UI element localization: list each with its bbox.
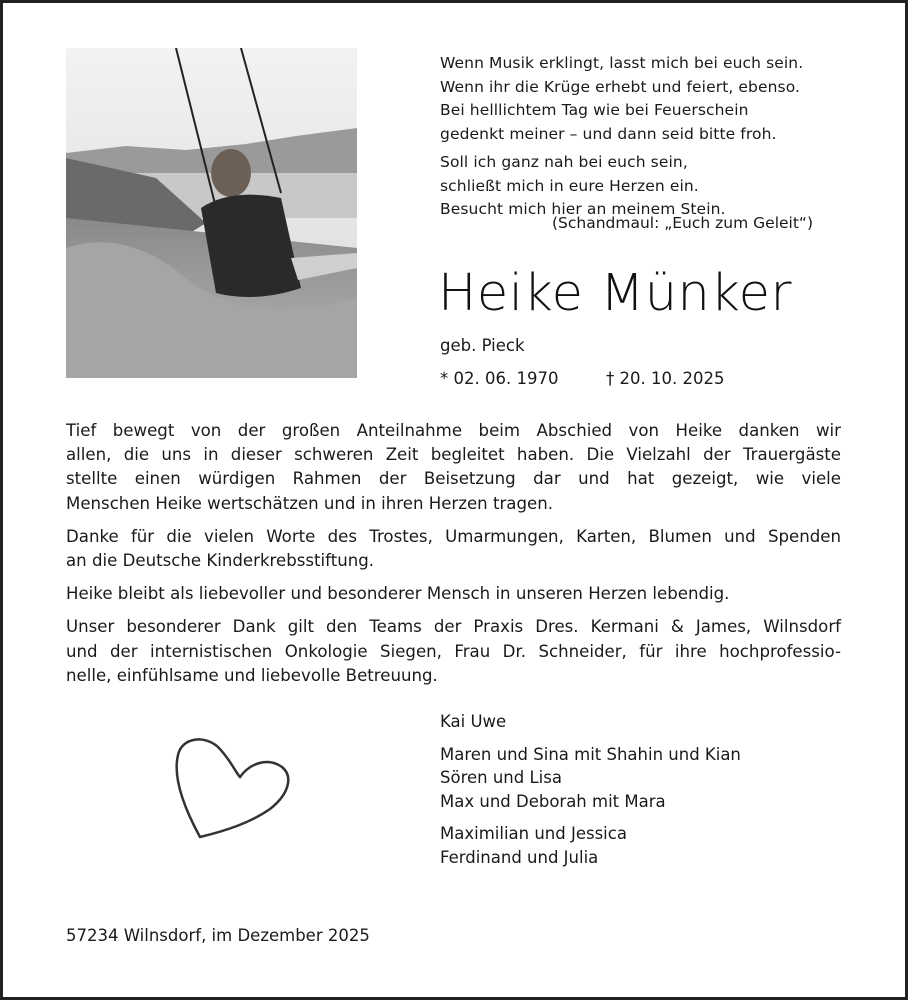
- text-line: und der internistischen Onkologie Siegen, Frau Dr. Schneider, für ihre hochprofessio-: [66, 641, 841, 661]
- signer-group: [440, 710, 741, 734]
- text-line: allen, die uns in dieser schweren Zeit begleitet haben. Die Vielzahl der Trauergäste: [66, 445, 841, 465]
- signer: Sören und Lisa: [440, 768, 562, 787]
- signers: [440, 710, 741, 878]
- thanks-text: [66, 419, 841, 697]
- poem-line: Wenn Musik erklingt, lasst mich bei euch sein.: [440, 54, 804, 72]
- deceased-name: Heike Münker: [438, 264, 792, 323]
- paragraph: [66, 582, 841, 606]
- poem-line: Bei helllichtem Tag wie bei Feuerschein: [440, 101, 749, 119]
- poem: [440, 52, 803, 227]
- text-line: stellte einen würdigen Rahmen der Beisetzung dar und hat gezeigt, wie viele: [66, 469, 841, 489]
- signer: Kai Uwe: [440, 712, 507, 731]
- poem-line: Besucht mich hier an meinem Stein.: [440, 200, 726, 218]
- heart-icon: [170, 735, 295, 845]
- text-line: Heike bleibt als liebevoller und besonderer Mensch in unseren Herzen lebendig.: [66, 584, 730, 604]
- poem-stanza: [440, 52, 803, 146]
- signer: Ferdinand und Julia: [440, 847, 599, 867]
- poem-line: Soll ich ganz nah bei euch sein,: [440, 153, 688, 171]
- paragraph: [66, 525, 841, 573]
- life-dates: [440, 369, 724, 388]
- birth-date: * 02. 06. 1970: [440, 369, 559, 388]
- signer: Maren und Sina mit Shahin und Kian: [440, 744, 741, 764]
- signer: Max und Deborah mit Mara: [440, 791, 666, 811]
- text-line: Unser besonderer Dank gilt den Teams der Praxis Dres. Kermani & James, Wilnsdorf: [66, 617, 841, 637]
- poem-stanza: [440, 151, 803, 222]
- death-date: † 20. 10. 2025: [606, 369, 725, 388]
- text-line: Menschen Heike wertschätzen und in ihren Herzen tragen.: [66, 493, 553, 513]
- poem-line: gedenkt meiner – und dann seid bitte froh.: [440, 124, 777, 143]
- portrait-photo: [66, 48, 357, 378]
- text-line: Danke für die vielen Worte des Trostes, Umarmungen, Karten, Blumen und Spenden: [66, 526, 841, 546]
- paragraph: [66, 615, 841, 688]
- paragraph: [66, 419, 841, 516]
- birth-name: geb. Pieck: [440, 336, 525, 355]
- signer-group: [440, 743, 741, 814]
- poem-line: schließt mich in eure Herzen ein.: [440, 176, 699, 195]
- signer-group: [440, 822, 741, 869]
- text-line: an die Deutsche Kinderkrebsstiftung.: [66, 551, 375, 571]
- poem-source: (Schandmaul: „Euch zum Geleit“): [551, 214, 813, 232]
- text-line: Tief bewegt von der großen Anteilnahme beim Abschied von Heike danken wir: [66, 421, 841, 440]
- place-date: 57234 Wilnsdorf, im Dezember 2025: [66, 926, 370, 945]
- text-line: nelle, einfühlsame und liebevolle Betreuung.: [66, 665, 438, 685]
- poem-line: Wenn ihr die Krüge erhebt und feiert, ebenso.: [440, 77, 801, 96]
- signer: Maximilian und Jessica: [440, 824, 627, 843]
